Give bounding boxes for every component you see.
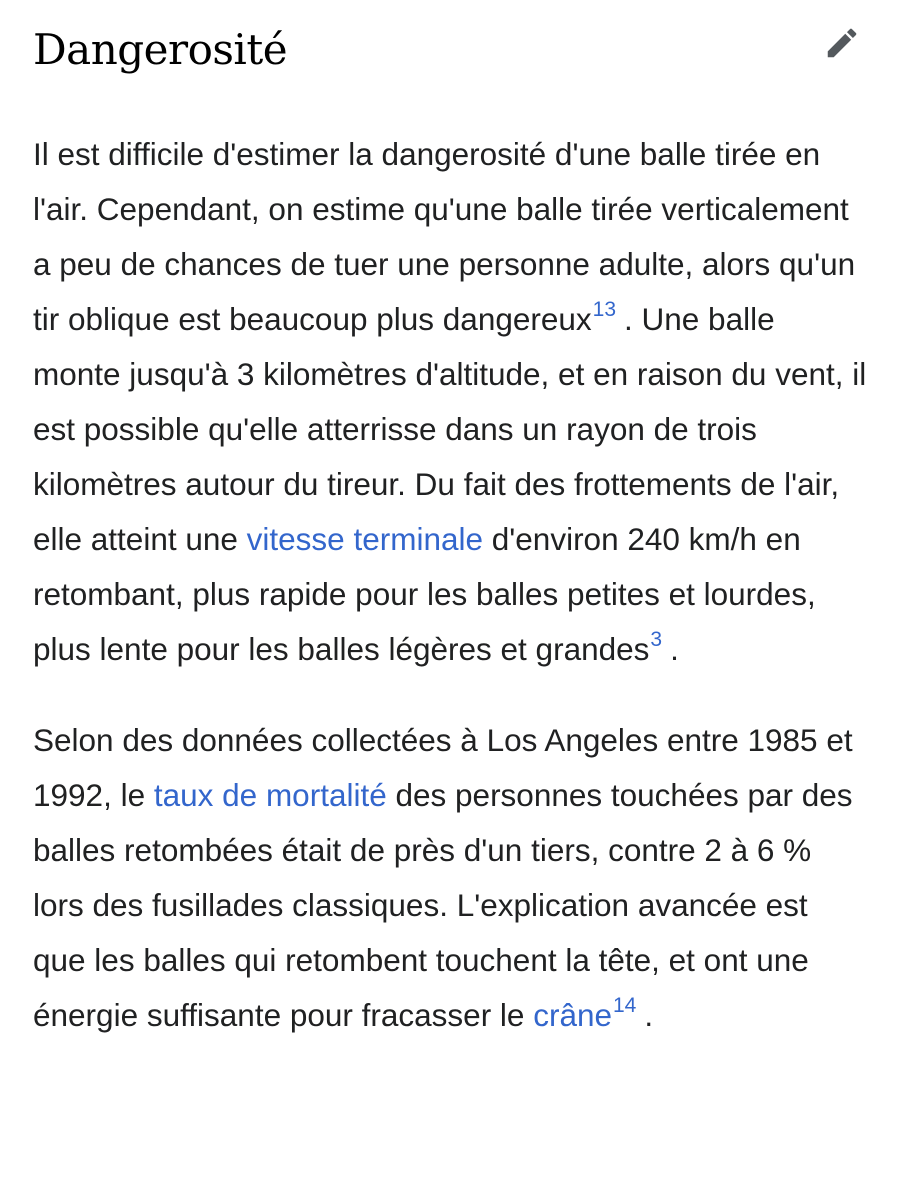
link-vitesse-terminale[interactable]: vitesse terminale (246, 521, 483, 557)
paragraph-text: Selon des données collectées à Los Angeles entre 1985 et 1992, le (33, 722, 853, 813)
section-title: Dangerosité (33, 25, 288, 74)
paragraph-text: d'environ 240 km/h en retombant, plus rapide pour les balles petites et lourdes, plus lente pour les balles légères et grandes (33, 521, 816, 667)
link-crane[interactable]: crâne (533, 997, 612, 1033)
reference-14[interactable]: 14 (613, 993, 637, 1017)
section-content (33, 127, 868, 1079)
paragraph-text: des personnes touchées par des balles retombées était de près d'un tiers, contre 2 à 6 % lors des fusillades classiques. L'explication avancée est que les balles qui retombent touchent la tête, et ont une énergie suffisante pour fracasser le (33, 777, 853, 1033)
reference-13[interactable]: 13 (592, 297, 617, 321)
pencil-icon (823, 24, 861, 62)
paragraph-danger (33, 127, 868, 677)
paragraph-text: . Une balle monte jusqu'à 3 kilomètres d'altitude, et en raison du vent, il est possible qu'elle atterrisse dans un rayon de trois kilomètres autour du tireur. Du fait des frottements de l'air, elle atteint une (33, 301, 867, 557)
edit-section-button[interactable] (821, 22, 863, 64)
paragraph-text: . (670, 631, 679, 667)
paragraph-mortality (33, 713, 868, 1043)
paragraph-text: . (644, 997, 654, 1033)
reference-3[interactable]: 3 (650, 627, 663, 651)
link-taux-de-mortalite[interactable]: taux de mortalité (153, 777, 387, 813)
section-heading-row (33, 18, 863, 88)
paragraph-text: Il est difficile d'estimer la dangerosité d'une balle tirée en l'air. Cependant, on estime qu'une balle tirée verticalement a peu de chances de tuer une personne adulte, alors qu'un tir oblique est beaucoup plus dangereux (33, 136, 856, 337)
